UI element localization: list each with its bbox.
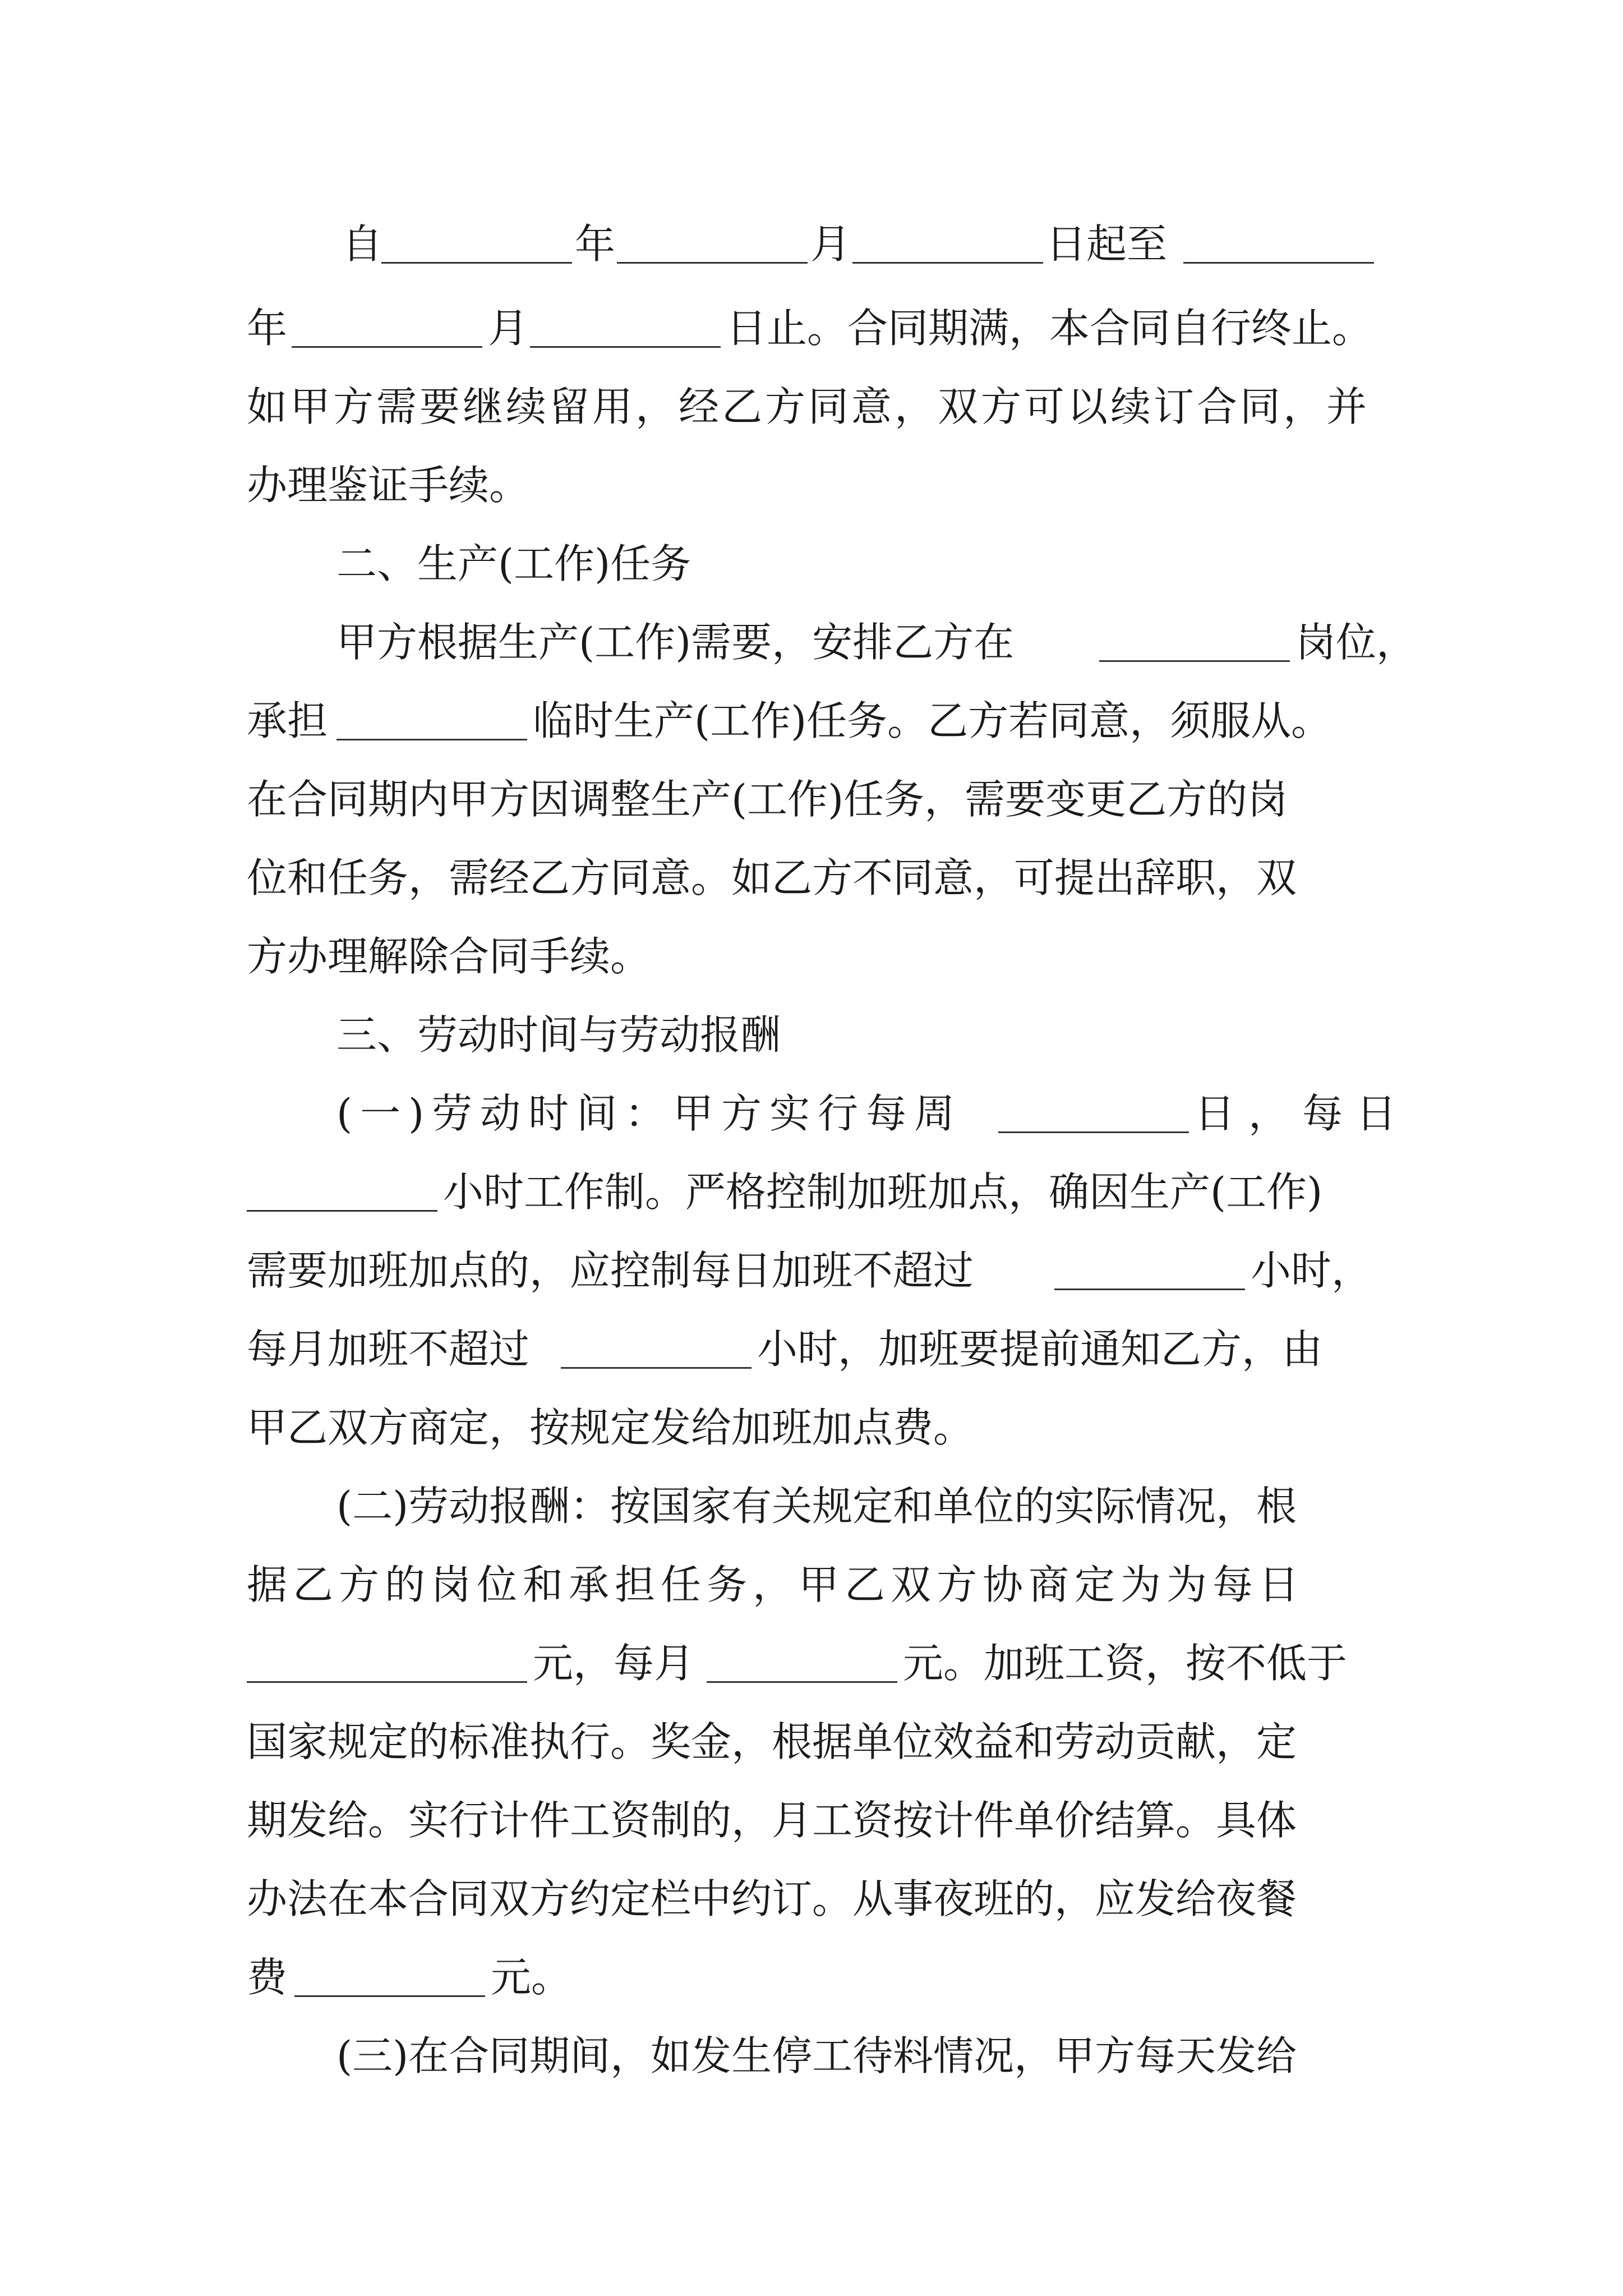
text-line <box>0 365 1623 449</box>
text-segment: 期发给。实行计件工资制的，月工资按计件单价结算。具体 <box>247 1797 1297 1844</box>
text-segment: (二)劳动报酬：按国家有关规定和单位的实际情况，根 <box>336 1483 1297 1530</box>
text-segment: 年 <box>247 305 288 352</box>
text-segment: (一)劳动时间：甲方实行每周 <box>336 1090 963 1137</box>
text-line <box>0 1386 1623 1470</box>
fill-blank[interactable] <box>381 202 572 286</box>
text-segment: 国家规定的标准执行。奖金，根据单位效益和劳动贡献，定 <box>247 1718 1297 1765</box>
text-line <box>0 1621 1623 1705</box>
text-segment: 方办理解除合同手续。 <box>247 933 651 980</box>
text-segment: 年 <box>575 220 616 268</box>
text-line <box>0 1228 1623 1313</box>
text-segment: 元。加班工资，按不低于 <box>903 1640 1348 1687</box>
text-segment: 在合同期内甲方因调整生产(工作)任务，需要变更乙方的岗 <box>247 776 1288 823</box>
section-heading <box>0 993 1623 1077</box>
text-segment: 日止。合同期满，本合同自行终止。 <box>726 305 1373 352</box>
text-segment: 月 <box>810 220 851 268</box>
fill-blank[interactable] <box>336 679 527 763</box>
text-segment: 元，每月 <box>533 1640 695 1687</box>
text-segment: 甲方根据生产(工作)需要，安排乙方在 <box>336 619 1015 666</box>
text-segment: 需要加班加点的，应控制每日加班不超过 <box>247 1247 974 1294</box>
text-segment: 办理鉴证手续。 <box>247 462 530 509</box>
text-line <box>0 2014 1623 2098</box>
fill-blank[interactable] <box>707 1621 897 1705</box>
text-segment: 位和任务，需经乙方同意。如乙方不同意，可提出辞职，双 <box>247 854 1297 901</box>
text-line <box>0 443 1623 527</box>
fill-blank[interactable] <box>1099 600 1290 684</box>
text-line <box>0 286 1623 370</box>
text-segment: 小时， <box>1251 1247 1372 1294</box>
text-segment: 办法在本合同双方约定栏中约订。从事夜班的，应发给夜餐 <box>247 1875 1297 1922</box>
text-line <box>0 836 1623 920</box>
text-line <box>0 757 1623 841</box>
text-line <box>0 1857 1623 1941</box>
text-segment: 小时，加班要提前通知乙方，由 <box>757 1326 1323 1373</box>
text-segment: 元。 <box>491 1954 572 2001</box>
text-line <box>0 1778 1623 1862</box>
fill-blank[interactable] <box>1183 202 1374 286</box>
text-segment: 三、劳动时间与劳动报酬 <box>336 1011 781 1059</box>
text-segment: 岗位， <box>1295 619 1417 666</box>
text-segment: (三)在合同期间，如发生停工待料情况，甲方每天发给 <box>336 2032 1297 2079</box>
text-segment: 自 <box>342 220 383 268</box>
text-segment: 日，每日 <box>1195 1090 1410 1137</box>
text-line <box>0 1935 1623 2019</box>
text-line <box>0 1700 1623 1784</box>
fill-blank[interactable] <box>247 1150 437 1234</box>
text-line <box>0 1307 1623 1391</box>
text-line <box>0 202 1623 286</box>
text-line <box>0 1150 1623 1234</box>
section-heading <box>0 522 1623 606</box>
text-segment: 临时生产(工作)任务。乙方若同意，须服从。 <box>533 697 1332 744</box>
text-segment: 如甲方需要继续留用，经乙方同意，双方可以续订合同，并 <box>247 383 1370 430</box>
fill-blank[interactable] <box>998 1071 1189 1156</box>
text-segment: 费 <box>247 1954 288 2001</box>
text-segment: 小时工作制。严格控制加班加点，确因生产(工作) <box>443 1168 1323 1216</box>
text-segment: 承担 <box>247 697 328 744</box>
fill-blank[interactable] <box>530 286 721 370</box>
text-line <box>0 1464 1623 1548</box>
text-line <box>0 679 1623 763</box>
text-segment: 日起至 <box>1046 220 1168 268</box>
text-line <box>0 600 1623 684</box>
fill-blank[interactable] <box>561 1307 751 1391</box>
text-line <box>0 914 1623 999</box>
fill-blank[interactable] <box>247 1621 527 1705</box>
fill-blank[interactable] <box>294 1935 485 2019</box>
fill-blank[interactable] <box>292 286 482 370</box>
text-segment: 月 <box>488 305 529 352</box>
text-segment: 甲乙双方商定，按规定发给加班加点费。 <box>247 1404 974 1451</box>
text-line <box>0 1543 1623 1627</box>
text-segment: 据乙方的岗位和承担任务，甲乙双方协商定为为每日 <box>247 1561 1305 1608</box>
text-segment: 每月加班不超过 <box>247 1326 530 1373</box>
text-segment: 二、生产(工作)任务 <box>336 540 691 587</box>
fill-blank[interactable] <box>617 202 808 286</box>
fill-blank[interactable] <box>1054 1228 1245 1313</box>
fill-blank[interactable] <box>852 202 1043 286</box>
text-line <box>0 1071 1623 1156</box>
